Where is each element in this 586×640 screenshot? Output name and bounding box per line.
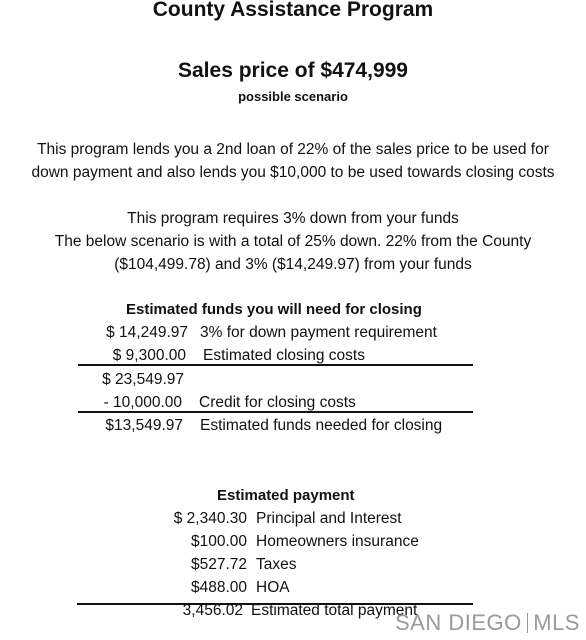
page-title: County Assistance Program [152, 0, 434, 21]
intro-line-1: This program lends you a 2nd loan of 22% of the sales price to be used for [37, 141, 549, 158]
mls-watermark [395, 610, 580, 636]
payment-amount-5: 3,456.02 [182, 602, 243, 619]
closing-amount-1: $ 14,249.97 [106, 324, 188, 341]
payment-label-1: Principal and Interest [256, 510, 402, 527]
payment-amount-1: $ 2,340.30 [173, 510, 247, 527]
payment-label-3: Taxes [256, 556, 297, 573]
requirement-line-1: This program requires 3% down from your funds [127, 210, 459, 227]
closing-funds-heading: Estimated funds you will need for closing [126, 301, 422, 318]
subtotal-divider [78, 364, 473, 366]
payment-label-5: Estimated total payment [251, 602, 418, 619]
payment-label-4: HOA [256, 579, 290, 596]
payment-label-2: Homeowners insurance [256, 533, 419, 550]
closing-label-4: Credit for closing costs [199, 394, 356, 411]
payment-amount-3: $527.72 [190, 556, 247, 573]
payment-amount-2: $100.00 [190, 533, 247, 550]
sales-price-heading: Sales price of $474,999 [178, 59, 408, 82]
payment-heading: Estimated payment [217, 487, 355, 504]
watermark-left-text: SAN DIEGO [395, 610, 522, 635]
total-divider [78, 411, 473, 413]
watermark-right-text: MLS [533, 610, 580, 635]
requirement-line-3: ($104,499.78) and 3% ($14,249.97) from your funds [114, 256, 472, 273]
scenario-caption: possible scenario [238, 89, 348, 104]
closing-amount-2: $ 9,300.00 [112, 347, 186, 364]
payment-amount-4: $488.00 [190, 579, 247, 596]
closing-amount-4: - 10,000.00 [103, 394, 182, 411]
closing-amount-3: $ 23,549.97 [102, 371, 184, 388]
closing-label-1: 3% for down payment requirement [200, 324, 437, 341]
closing-label-5: Estimated funds needed for closing [200, 417, 443, 434]
closing-label-2: Estimated closing costs [203, 347, 365, 364]
intro-line-2: down payment and also lends you $10,000 to be used towards closing costs [31, 164, 555, 181]
watermark-separator [527, 613, 529, 633]
requirement-line-2: The below scenario is with a total of 25% down. 22% from the County [54, 233, 532, 250]
closing-amount-5: $13,549.97 [105, 417, 183, 434]
